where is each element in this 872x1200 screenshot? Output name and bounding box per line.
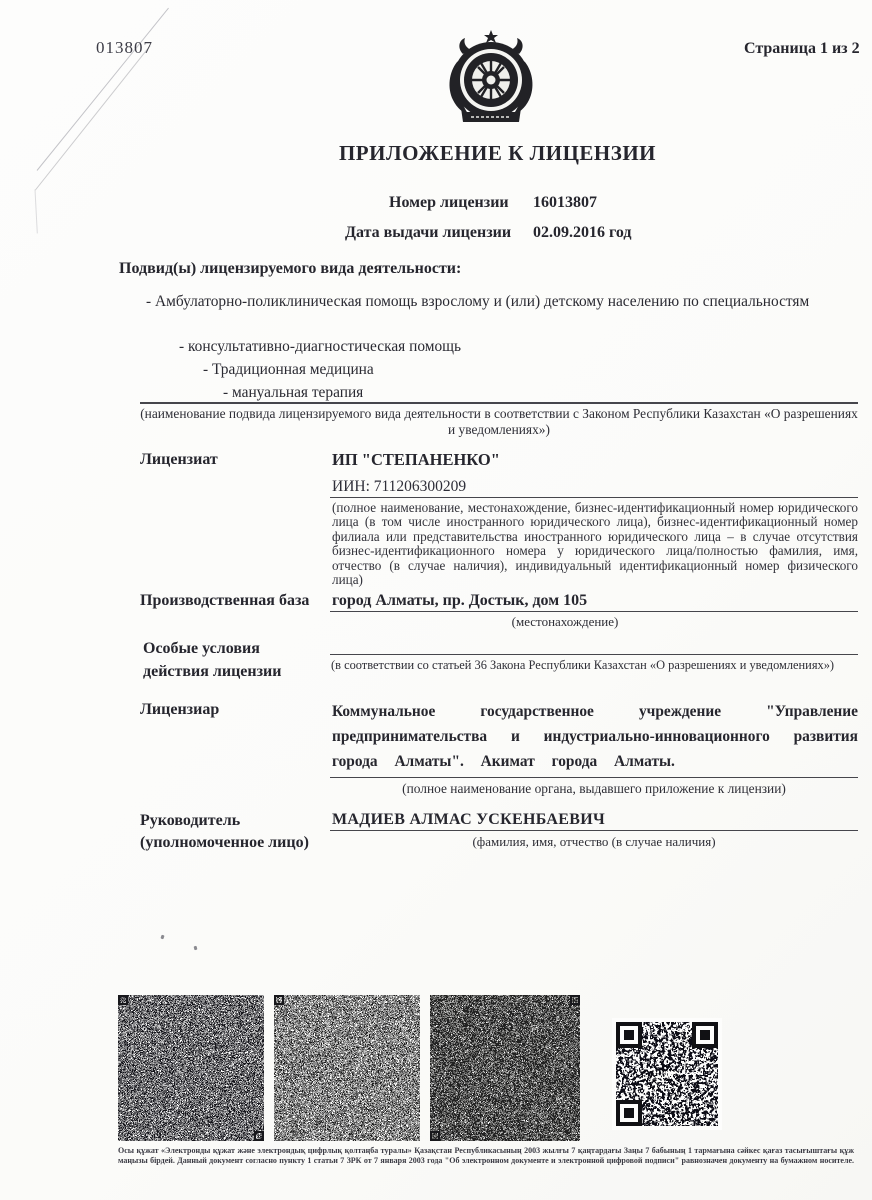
subtype-item: - Традиционная медицина <box>203 361 374 378</box>
scan-fold-line <box>35 189 38 233</box>
licensor-caption: (полное наименование органа, выдавшего приложение к лицензии) <box>402 781 786 796</box>
special-conditions-label: Особые условия <box>143 640 260 657</box>
license-number-value: 16013807 <box>533 194 597 211</box>
field-rule <box>330 611 858 612</box>
production-base-value: город Алматы, пр. Достык, дом 105 <box>332 592 588 609</box>
issue-date-value: 02.09.2016 год <box>533 224 632 241</box>
field-rule <box>140 402 858 404</box>
data-matrix-block-icon <box>430 995 580 1141</box>
head-name-value: МАДИЕВ АЛМАС УСКЕНБАЕВИЧ <box>332 811 606 828</box>
head-label: Руководитель <box>140 812 241 829</box>
field-rule <box>330 654 858 655</box>
licensor-label: Лицензиар <box>140 701 220 718</box>
licensee-caption: (полное наименование, местонахождение, бизнес-идентификационный номер юридического лица (в том числе иностранного юридического лица), бизнес-идентификационный номер филиала или представительства иностранного юридического лица – в случае отсутствия бизнес-идентификационного номера у юридического лица/полностью фамилия, имя, отчество (в случае наличия), индивидуальный идентификационный номер физического лица) <box>332 500 858 588</box>
subtypes-heading: Подвид(ы) лицензируемого вида деятельности: <box>119 260 462 277</box>
document-number-corner: 013807 <box>96 38 153 57</box>
subtype-item: - Амбулаторно-поликлиническая помощь взрослому и (или) детскому населению по специальностям <box>146 293 810 310</box>
licensee-name: ИП "СТЕПАНЕНКО" <box>332 450 500 469</box>
special-conditions-caption: (в соответствии со статьей 36 Закона Республики Казахстан «О разрешениях и уведомлениях») <box>331 658 835 672</box>
head-label: (уполномоченное лицо) <box>140 834 309 851</box>
licensee-label: Лицензиат <box>140 451 218 468</box>
field-rule <box>330 777 858 778</box>
data-matrix-block-icon <box>274 995 420 1141</box>
field-rule <box>330 497 858 498</box>
licensee-iin: ИИН: 711206300209 <box>332 478 467 495</box>
production-base-label: Производственная база <box>140 592 310 609</box>
footer-legal-text: Осы құжат «Электронды құжат және электрондық цифрлық қолтаңба туралы» Қазақстан Республикасының 2003 жылғы 7 қаңтардағы Заңы 7 бабының 1 тармағына сәйкес қағаз тасығыштағы құж маңызы бірдей. Данный документ согласно пункту 1 статьи 7 ЗРК от 7 января 2003 года "Об электронном документе и электронной цифровой подписи" равнозначен документу на бумажном носителе. <box>118 1146 854 1165</box>
ink-speck <box>194 946 198 951</box>
production-base-caption: (местонахождение) <box>511 614 619 629</box>
license-number-label: Номер лицензии <box>389 194 509 211</box>
ink-speck <box>160 935 164 940</box>
data-matrix-block-icon <box>118 995 264 1141</box>
scan-fold-line <box>35 45 151 190</box>
qr-code-icon <box>612 1018 722 1130</box>
subtype-item: - мануальная терапия <box>223 384 364 401</box>
licensor-value: Коммунальное государственное учреждение "Управление предпринимательства и индустриально-инновационного развития города Алматы". Акимат города Алматы. <box>332 703 858 770</box>
special-conditions-label: действия лицензии <box>143 663 282 680</box>
subtype-item: - консультативно-диагностическая помощь <box>179 338 462 355</box>
issue-date-label: Дата выдачи лицензии <box>345 224 512 241</box>
field-rule <box>330 830 858 831</box>
kazakhstan-emblem-icon <box>443 28 539 128</box>
page-indicator: Страница 1 из 2 <box>744 40 860 57</box>
subtypes-caption: (наименование подвида лицензируемого вида деятельности в соответствии с Законом Республики Казахстан «О разрешениях и уведомлениях») <box>140 406 858 437</box>
head-caption: (фамилия, имя, отчество (в случае наличия) <box>472 834 716 849</box>
document-title: ПРИЛОЖЕНИЕ К ЛИЦЕНЗИИ <box>338 141 657 165</box>
